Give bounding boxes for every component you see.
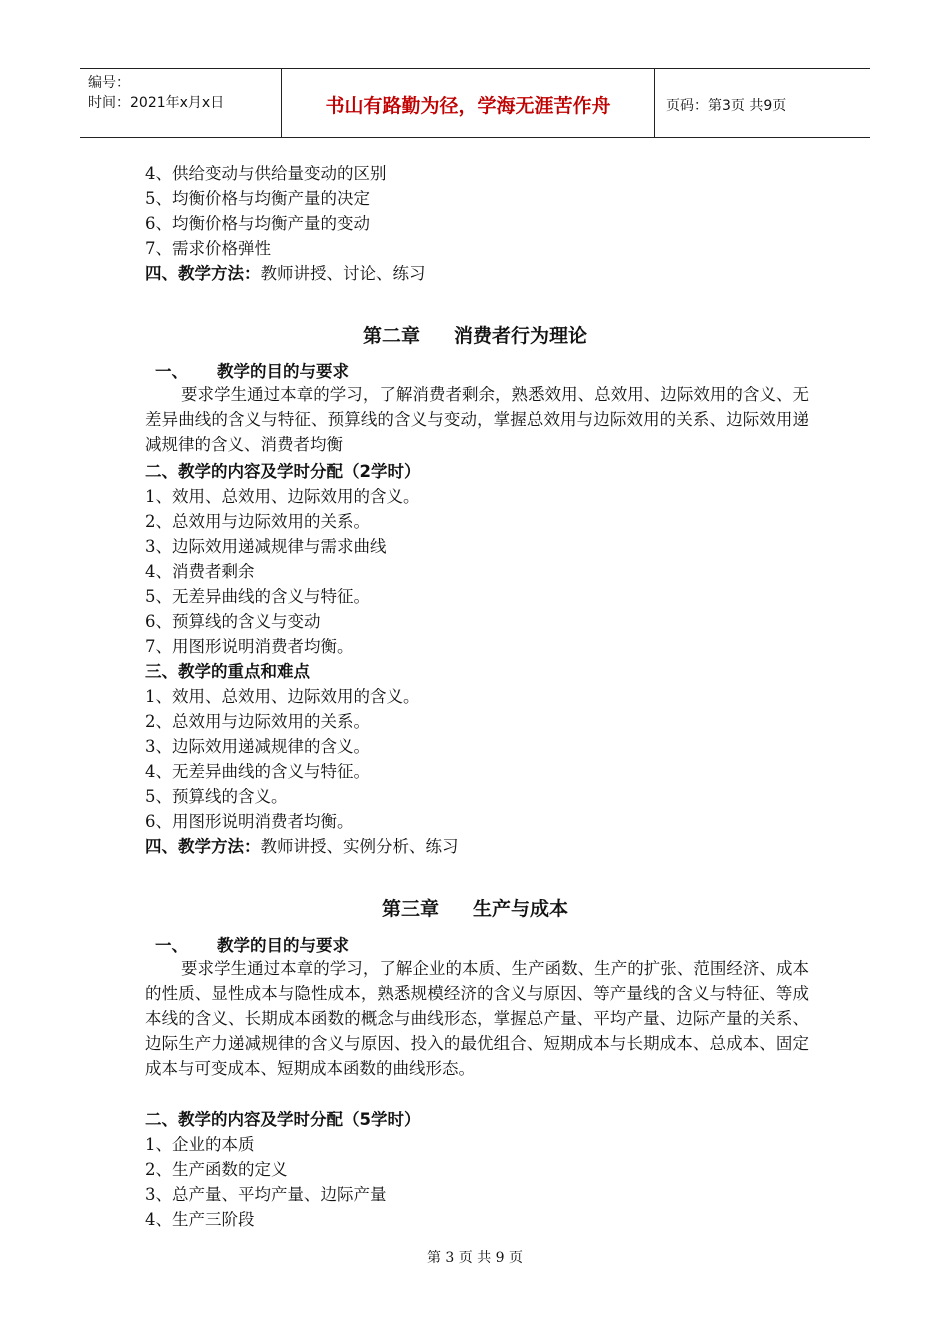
- page-footer: 第 3 页 共 9 页: [426, 1250, 524, 1266]
- list-item: 6、用图形说明消费者均衡。: [145, 812, 354, 831]
- section-heading: 二、教学的内容及学时分配（5学时）: [145, 1110, 421, 1129]
- chapter-name: 消费者行为理论: [454, 325, 588, 347]
- section-title: 教学的目的与要求: [217, 362, 349, 381]
- list-item: 3、边际效用递减规律与需求曲线: [145, 537, 387, 556]
- paragraph-text: 要求学生通过本章的学习，了解消费者剩余，熟悉效用、总效用、边际效用的含义、无差异曲线的含义与特征、预算线的含义与变动，掌握总效用与边际效用的关系、边际效用递减规律的含义、消费者均衡: [145, 385, 809, 454]
- list-item: 1、企业的本质: [145, 1135, 255, 1154]
- method-line: [145, 260, 426, 284]
- section-number: 一、: [155, 362, 188, 381]
- time-label: 时间：2021年x月x日: [88, 95, 225, 111]
- list-item: 2、生产函数的定义: [145, 1160, 288, 1179]
- header-left: [88, 73, 224, 113]
- list-item: 7、用图形说明消费者均衡。: [145, 637, 354, 656]
- method-text: 教师讲授、讨论、练习: [260, 264, 426, 283]
- list-item: 6、预算线的含义与变动: [145, 612, 321, 631]
- list-item: 4、消费者剩余: [145, 562, 255, 581]
- header-divider: [654, 69, 655, 137]
- header-page-info: 页码：第3页 共9页: [666, 98, 787, 114]
- list-item: 4、生产三阶段: [145, 1210, 255, 1229]
- chapter-title: [0, 894, 950, 921]
- list-item: 5、均衡价格与均衡产量的决定: [145, 189, 370, 208]
- number-label: 编号：: [88, 75, 130, 91]
- chapter-number: 第二章: [362, 325, 420, 347]
- paragraph: [145, 382, 809, 457]
- list-item: 4、供给变动与供给量变动的区别: [145, 164, 387, 183]
- paragraph-text: 要求学生通过本章的学习，了解企业的本质、生产函数、生产的扩张、范围经济、成本的性质、显性成本与隐性成本，熟悉规模经济的含义与原因、等产量线的含义与特征、等成本线的含义、长期成本函数的概念与曲线形态，掌握总产量、平均产量、边际产量的关系、边际生产力递减规律的含义与原因、投入的最优组合、短期成本与长期成本、总成本、固定成本与可变成本、短期成本函数的曲线形态。: [145, 959, 809, 1078]
- section-heading: 三、教学的重点和难点: [145, 662, 310, 681]
- list-item: 3、总产量、平均产量、边际产量: [145, 1185, 387, 1204]
- list-item: 7、需求价格弹性: [145, 239, 271, 258]
- list-item: 1、效用、总效用、边际效用的含义。: [145, 487, 420, 506]
- section-heading: [155, 932, 349, 956]
- chapter-title: [0, 321, 950, 348]
- section-heading: 二、教学的内容及学时分配（2学时）: [145, 462, 421, 481]
- section-heading: [155, 358, 349, 382]
- list-item: 2、总效用与边际效用的关系。: [145, 712, 370, 731]
- chapter-number: 第三章: [381, 898, 439, 920]
- method-line: [145, 833, 459, 857]
- chapter-name: 生产与成本: [473, 898, 569, 920]
- list-item: 1、效用、总效用、边际效用的含义。: [145, 687, 420, 706]
- section-title: 教学的目的与要求: [217, 936, 349, 955]
- list-item: 6、均衡价格与均衡产量的变动: [145, 214, 370, 233]
- method-label: 四、教学方法：: [145, 264, 261, 283]
- section-number: 一、: [155, 936, 188, 955]
- list-item: 3、边际效用递减规律的含义。: [145, 737, 370, 756]
- page-header: [80, 68, 870, 138]
- list-item: 5、无差异曲线的含义与特征。: [145, 587, 370, 606]
- list-item: 5、预算线的含义。: [145, 787, 288, 806]
- list-item: 2、总效用与边际效用的关系。: [145, 512, 370, 531]
- list-item: 4、无差异曲线的含义与特征。: [145, 762, 370, 781]
- paragraph: [145, 956, 809, 1081]
- header-motto: 书山有路勤为径，学海无涯苦作舟: [325, 95, 611, 117]
- method-text: 教师讲授、实例分析、练习: [260, 837, 459, 856]
- method-label: 四、教学方法：: [145, 837, 261, 856]
